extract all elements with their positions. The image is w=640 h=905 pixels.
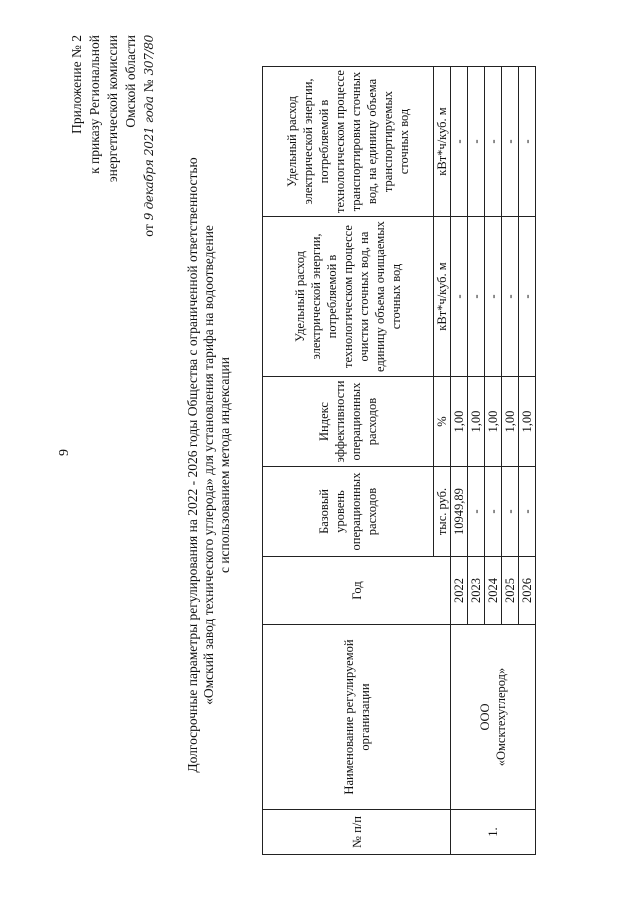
order-date-line: [140, 35, 158, 235]
row-base-opex: -: [468, 467, 485, 557]
title-line-2: «Омский завод технического углерода» для установления тарифа на водоотведение: [201, 225, 216, 705]
row-energy-treatment: -: [485, 217, 502, 377]
appendix-region: Омской области: [123, 35, 138, 128]
page-number: 9: [57, 449, 72, 456]
row-year: 2026: [519, 557, 536, 625]
row-year: 2024: [485, 557, 502, 625]
row-efficiency-index: 1,00: [519, 377, 536, 467]
row-base-opex: -: [485, 467, 502, 557]
col-header-base-opex: Базовый уровень операционных расходов: [263, 467, 434, 557]
unit-base-opex: тыс. руб.: [434, 467, 451, 557]
col-header-efficiency-index: Индекс эффективности операционных расходов: [263, 377, 434, 467]
row-energy-transport: -: [519, 67, 536, 217]
appendix-header: [68, 35, 158, 235]
row-efficiency-index: 1,00: [485, 377, 502, 467]
row-year: 2022: [451, 557, 468, 625]
col-header-energy-treatment: Удельный расход электрической энергии, потребляемой в технологическом процессе очистки сточных вод, на единицу объема очищаемых сточных вод: [263, 217, 434, 377]
col-header-organization: Наименование регулируемой организации: [263, 625, 451, 810]
row-energy-treatment: -: [519, 217, 536, 377]
col-header-number: № п/п: [263, 810, 451, 855]
appendix-title: Приложение № 2: [69, 35, 84, 134]
title-line-3: с использованием метода индексации: [217, 356, 232, 574]
document-title: [185, 75, 233, 855]
row-energy-transport: -: [451, 67, 468, 217]
row-efficiency-index: 1,00: [502, 377, 519, 467]
unit-energy-treatment: кВт*ч/куб. м: [434, 217, 451, 377]
row-energy-transport: -: [468, 67, 485, 217]
org-name-type: ООО: [478, 703, 492, 731]
order-date-handwritten: 9 декабря 2021 года: [142, 96, 156, 221]
col-header-year: Год: [263, 557, 451, 625]
row-efficiency-index: 1,00: [451, 377, 468, 467]
org-name-title: «Омсктехуглерод»: [494, 667, 508, 767]
row-efficiency-index: 1,00: [468, 377, 485, 467]
row-base-opex: 10949,89: [451, 467, 468, 557]
table-row: [451, 67, 468, 855]
appendix-commission: энергетической комиссии: [105, 35, 120, 183]
row-base-opex: -: [519, 467, 536, 557]
appendix-order-ref: к приказу Региональной: [87, 35, 102, 174]
order-number-handwritten: 307/80: [142, 35, 156, 76]
org-name: [451, 625, 536, 810]
row-energy-transport: -: [485, 67, 502, 217]
row-year: 2025: [502, 557, 519, 625]
parameters-table: [262, 66, 536, 855]
table-header-row: [263, 67, 434, 855]
row-energy-treatment: -: [502, 217, 519, 377]
unit-energy-transport: кВт*ч/куб. м: [434, 67, 451, 217]
org-index: 1.: [451, 810, 536, 855]
col-header-energy-transport: Удельный расход электрической энергии, потребляемой в технологическом процессе транспортировки сточных вод, на единицу объема транспортируемых сточных вод: [263, 67, 434, 217]
order-date-prefix: от: [141, 224, 156, 237]
row-base-opex: -: [502, 467, 519, 557]
row-year: 2023: [468, 557, 485, 625]
row-energy-transport: -: [502, 67, 519, 217]
order-number-prefix: №: [141, 79, 156, 93]
row-energy-treatment: -: [451, 217, 468, 377]
unit-efficiency-index: %: [434, 377, 451, 467]
row-energy-treatment: -: [468, 217, 485, 377]
title-line-1: Долгосрочные параметры регулирования на 2022 - 2026 годы Общества с ограниченной ответственностью: [185, 157, 200, 773]
